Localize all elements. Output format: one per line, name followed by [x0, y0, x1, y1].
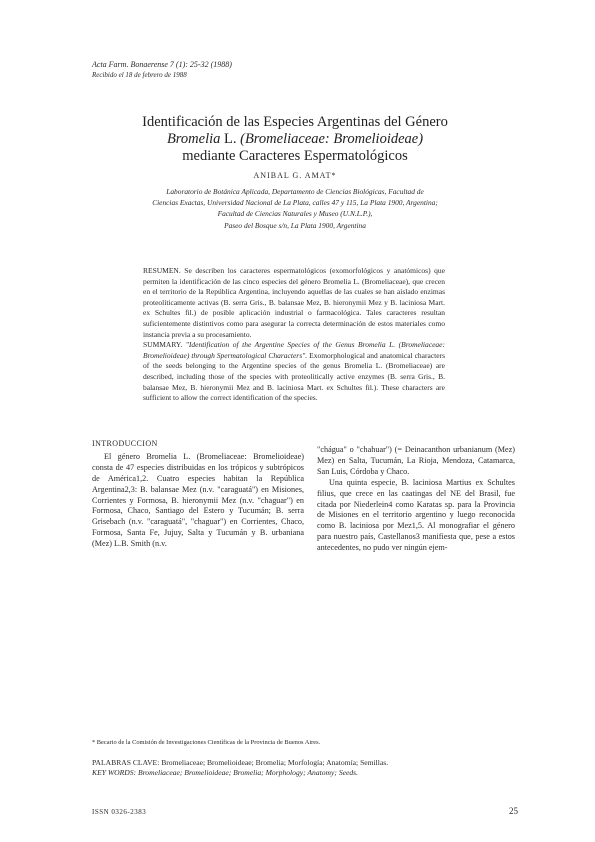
keywords-en-text: Bromeliaceae; Bromelioideae; Bromelia; Morphology; Anatomy; Seeds.: [136, 768, 359, 777]
summary-text: Exomorphological and anatomical characters of the seeds belonging to the Argentine species of the genus Bromelia L. (Bromeliaceae) are described, including those of the species with proteolitically active enzymes (B. serra Gris., B. balansae Mez, B. hieronymii Mez and B. laciniosa Mart. ex Schultes fil.). These characters are sufficient to allow the correct identification of the species.: [143, 350, 445, 403]
title-family: (Bromeliaceae: Bromelioideae): [240, 131, 424, 147]
title-genus: Bromelia: [166, 131, 221, 147]
author-name: ANIBAL G. AMAT*: [253, 171, 337, 180]
keywords-en-label: KEY WORDS:: [92, 768, 137, 777]
affiliation: [60, 186, 530, 231]
resumen-label: RESUMEN.: [143, 266, 181, 275]
body-right-column: [317, 445, 515, 554]
body-left-column: [92, 439, 304, 550]
keywords-english: [92, 768, 522, 778]
issn: ISSN 0326-2383: [92, 808, 147, 816]
summary-label: SUMMARY.: [143, 340, 183, 350]
body-paragraph: Una quinta especie, B. laciniosa Martius ex Schultes filius, que crece en las caatingas del NE del Brasil, fue citada por Niederlein4 como Karatas sp. para la Provincia de Misiones en el territorio argentino y luego reconocida como B. laciniosa por Mez1,5. Al monografiar el género para nuestro país, Castellanos3 manifiesta que, pese a estos antecedentes, no pudo ver ningún ejem-: [317, 477, 515, 553]
received-date: Recibido el 18 de febrero de 1988: [92, 71, 187, 79]
affiliation-line: Paseo del Bosque s/n, La Plata 1900, Argentina: [224, 220, 366, 230]
body-paragraph: "chágua" o "chahuar") (= Deinacanthon urbanianum (Mez) Mez) en Salta, Tucumán, La Rioja, Mendoza, Catamarca, San Luis, Córdoba y Chaco.: [317, 445, 515, 476]
page-number: 25: [509, 806, 518, 816]
affiliation-line: Laboratorio de Botánica Aplicada, Departamento de Ciencias Biológicas, Facultad de: [166, 187, 424, 196]
section-heading: INTRODUCCION: [92, 439, 158, 448]
affiliation-line: Facultad de Ciencias Naturales y Museo (U.N.L.P.),: [217, 209, 373, 219]
title-line-1: Identificación de las Especies Argentinas del Género: [142, 114, 448, 130]
paper-title: [60, 114, 530, 165]
keywords-spanish: [92, 758, 522, 768]
summary-title: "Identification of the Argentine Species of the Genus Bromelia L. (Bromeliaceae: Bromelioideae) through Spermatological Characters".: [143, 340, 445, 360]
keywords: [92, 758, 522, 778]
keywords-es-label: PALABRAS CLAVE:: [92, 758, 160, 767]
title-authority: L.: [220, 131, 241, 147]
resumen-text: Se describen los caracteres espermatológicos (exomorfológicos y anatómicos) que permiten la identificación de las cinco especies del género Bromelia L. (Bromeliaceae), que crecen en el territorio de la República Argentina, incluyendo aquellas de las cuales se han aislado enzimas proteolíticamente activas (B. serra Gris., B. balansae Mez, B. hieronymii Mez y B. laciniosa Mart. ex Schultes fil.) de posible aplicación industrial o farmacológica. Tales caracteres resultan suficientemente distintivos como para asegurar la correcta determinación de estos materiales como instancia previa a su procesamiento.: [143, 266, 445, 339]
journal-citation: Acta Farm. Bonaerense 7 (1): 25-32 (1988): [92, 60, 232, 69]
footnote: * Becario de la Comisión de Investigaciones Científicas de la Provincia de Buenos Aires.: [92, 739, 321, 746]
title-line-3: mediante Caracteres Espermatológicos: [182, 148, 408, 164]
body-paragraph: El género Bromelia L. (Bromeliaceae: Bromelioideae) consta de 47 especies distribuidas en los trópicos y subtrópicos de América1,2. Cuatro especies habitan la República Argentina2,3: B. balansae Mez (n.v. "caraguatá") en Misiones, Corrientes y Formosa, B. hieronymii Mez (n.v. "chaguar") en Formosa, Chaco, Santiago del Estero y Tucumán; B. serra Grisebach (n.v. "caraguatá", "chaguar") en Corrientes, Chaco, Formosa, Santa Fe, Jujuy, Salta y Tucumán y B. urbaniana (Mez) L.B. Smith (n.v.: [92, 451, 304, 549]
abstract: [143, 266, 445, 404]
summary: [143, 340, 445, 404]
resumen: [143, 266, 445, 340]
keywords-es-text: Bromeliaceae; Bromelioideae; Bromelia; Morfología; Anatomía; Semillas.: [159, 758, 389, 767]
affiliation-line: Ciencias Exactas, Universidad Nacional de La Plata, calles 47 y 115, La Plata 1900, Argentina;: [152, 198, 438, 208]
title-line-2: [60, 131, 530, 148]
